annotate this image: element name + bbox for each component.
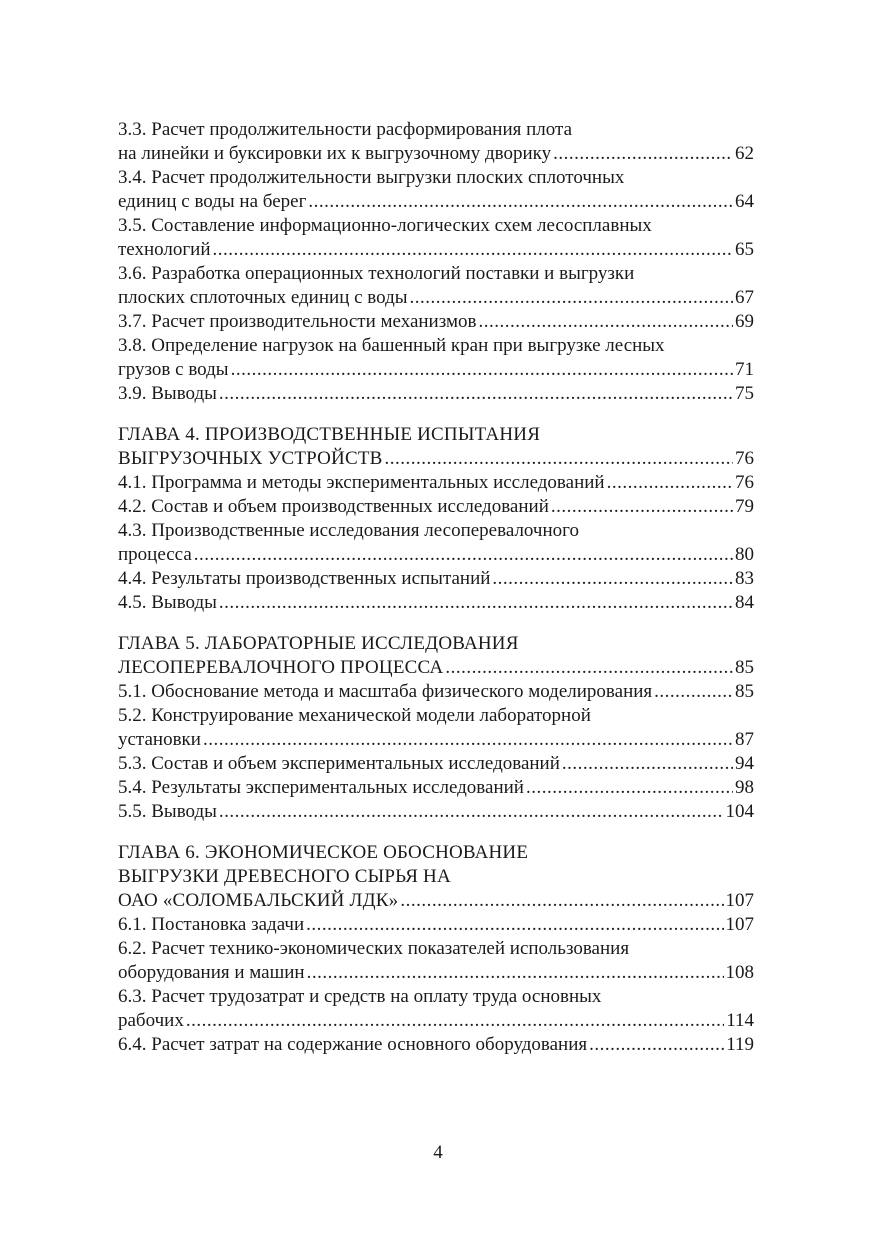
toc-entry-title-line: 3.3. Расчет продолжительности расформирования плота [118,119,572,140]
toc-entry-title-line: 3.9. Выводы [118,383,217,404]
toc-entry-title-line: ГЛАВА 6. ЭКОНОМИЧЕСКОЕ ОБОСНОВАНИЕ [118,842,529,863]
toc-entry-page: 69 [735,311,754,332]
toc-entry-page: 71 [735,359,754,380]
dot-leader [445,656,733,680]
toc-entry-title-line: 4.2. Состав и объем производственных исследований [118,496,549,517]
toc-entry-title-line: 4.4. Результаты производственных испытаний [118,568,491,589]
toc-entry [118,334,754,382]
toc-entry-title-line: 3.5. Составление информационно-логических схем лесосплавных [118,215,652,236]
dot-leader [654,680,733,704]
dot-leader [607,471,733,495]
toc-entry-title-line: 3.4. Расчет продолжительности выгрузки плоских сплоточных [118,167,625,188]
dot-leader [553,142,733,166]
toc-entry [118,310,754,334]
toc-entry-page: 94 [735,753,754,774]
dot-leader [551,495,733,519]
toc-entry [118,913,754,937]
toc-chapter-entry [118,423,754,471]
dot-leader [410,286,733,310]
toc-entry-page: 67 [735,287,754,308]
dot-leader [307,961,724,985]
toc-entry-page: 87 [735,729,754,750]
toc-entry [118,118,754,166]
toc-entry [118,776,754,800]
toc-entry-title-line: ВЫГРУЗКИ ДРЕВЕСНОГО СЫРЬЯ НА [118,866,451,887]
toc-entry [118,262,754,310]
toc-entry-page: 85 [735,657,754,678]
toc-entry [118,519,754,567]
toc-entry [118,471,754,495]
toc-entry-page: 76 [735,448,754,469]
dot-leader [231,358,733,382]
toc-entry-title-line: 6.2. Расчет технико-экономических показателей использования [118,938,630,959]
toc-entry [118,567,754,591]
dot-leader [219,382,733,406]
dot-leader [526,776,733,800]
toc-entry-title-line: 5.1. Обоснование метода и масштаба физического моделирования [118,681,653,702]
toc-entry-title-line: 5.2. Конструирование механической модели лабораторной [118,705,591,726]
toc-entry-title-line: 3.8. Определение нагрузок на башенный кран при выгрузке лесных [118,335,665,356]
toc-entry [118,166,754,214]
toc-entry-title-line: ОАО «СОЛОМБАЛЬСКИЙ ЛДК» [118,890,399,911]
page-number: 4 [433,1142,443,1163]
toc-entry-page: 84 [735,592,754,613]
dot-leader [186,1009,724,1033]
toc-chapter-entry [118,632,754,680]
toc-entry-page: 65 [735,239,754,260]
toc-entry-title-line: 5.4. Результаты экспериментальных исследований [118,777,524,798]
dot-leader [385,447,733,471]
dot-leader [400,889,723,913]
toc-entry-title-line: 3.6. Разработка операционных технологий поставки и выгрузки [118,263,635,284]
toc-entry-page: 114 [726,1010,754,1031]
toc-entry-title-line: оборудования и машин [118,962,305,983]
toc-entry-page: 119 [726,1034,754,1055]
dot-leader [478,310,733,334]
dot-leader [562,752,733,776]
dot-leader [492,567,733,591]
toc-entry-page: 75 [735,383,754,404]
toc-entry-page: 108 [725,962,754,983]
toc-entry-title-line: 3.7. Расчет производительности механизмов [118,311,477,332]
toc-entry-title-line: единиц с воды на берег [118,191,307,212]
toc-entry-page: 83 [735,568,754,589]
toc-entry [118,704,754,752]
toc-entry-title-line: рабочих [118,1010,184,1031]
toc-entry-page: 104 [725,801,754,822]
toc-entry-title-line: плоских сплоточных единиц с воды [118,287,408,308]
toc-entry [118,1033,754,1057]
toc-entry [118,985,754,1033]
dot-leader [203,728,733,752]
toc-entry [118,382,754,406]
toc-entry [118,937,754,985]
dot-leader [194,543,733,567]
toc-entry-title-line: 5.5. Выводы [118,801,217,822]
toc-entry-title-line: 5.3. Состав и объем экспериментальных исследований [118,753,560,774]
dot-leader [308,190,733,214]
toc-entry-page: 85 [735,681,754,702]
toc-entry-title-line: ВЫГРУЗОЧНЫХ УСТРОЙСТВ [118,448,383,469]
toc-entry-title-line: технологий [118,239,211,260]
toc-entry-title-line: на линейки и буксировки их к выгрузочному дворику [118,143,552,164]
toc-entry-title-line: 6.4. Расчет затрат на содержание основного оборудования [118,1034,588,1055]
toc-entry-title-line: грузов с воды [118,359,229,380]
dot-leader [219,591,733,615]
toc-entry-page: 98 [735,777,754,798]
toc-entry-title-line: 4.1. Программа и методы экспериментальных исследований [118,472,605,493]
toc-entry-page: 107 [725,914,754,935]
dot-leader [306,913,723,937]
toc-entry-title-line: 4.5. Выводы [118,592,217,613]
toc-entry-title-line: ГЛАВА 5. ЛАБОРАТОРНЫЕ ИССЛЕДОВАНИЯ [118,633,519,654]
toc-entry-title-line: ГЛАВА 4. ПРОИЗВОДСТВЕННЫЕ ИСПЫТАНИЯ [118,424,541,445]
toc-entry-title-line: 4.3. Производственные исследования лесоперевалочного [118,520,579,541]
dot-leader [213,238,733,262]
toc-entry-page: 64 [735,191,754,212]
toc-entry-title-line: 6.1. Постановка задачи [118,914,305,935]
toc-entry-title-line: ЛЕСОПЕРЕВАЛОЧНОГО ПРОЦЕССА [118,657,444,678]
toc-entry [118,680,754,704]
toc-entry-title-line: 6.3. Расчет трудозатрат и средств на оплату труда основных [118,986,602,1007]
dot-leader [219,800,724,824]
toc-entry-page: 80 [735,544,754,565]
toc-entry-title-line: установки [118,729,201,750]
toc-entry-page: 79 [735,496,754,517]
table-of-contents [118,118,754,1057]
toc-entry [118,591,754,615]
toc-entry-page: 107 [725,890,754,911]
toc-chapter-entry [118,841,754,913]
toc-entry-page: 76 [735,472,754,493]
toc-entry [118,800,754,824]
dot-leader [589,1033,724,1057]
toc-entry [118,214,754,262]
toc-entry-page: 62 [735,143,754,164]
toc-entry [118,752,754,776]
toc-entry [118,495,754,519]
toc-entry-title-line: процесса [118,544,192,565]
